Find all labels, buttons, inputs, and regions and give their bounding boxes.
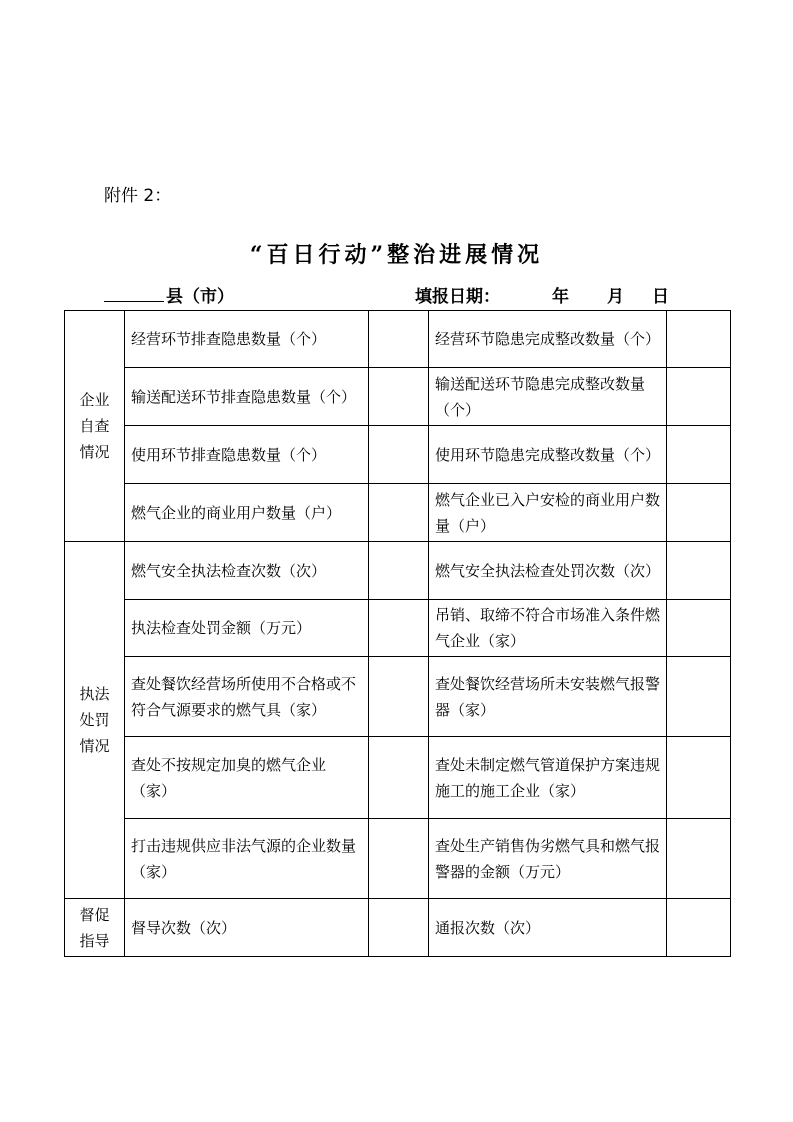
value-cell-left[interactable] <box>369 311 429 368</box>
item-label-left: 使用环节排查隐患数量（个） <box>125 426 369 484</box>
item-label-left: 输送配送环节排查隐患数量（个） <box>125 368 369 426</box>
progress-table <box>64 310 731 957</box>
table-row <box>65 426 731 484</box>
item-label-left: 燃气企业的商业用户数量（户） <box>125 484 369 542</box>
value-cell-right[interactable] <box>667 484 731 542</box>
value-cell-left[interactable] <box>369 600 429 657</box>
item-label-right: 经营环节隐患完成整改数量（个） <box>429 311 667 368</box>
table-row <box>65 737 731 819</box>
item-label-left: 查处餐饮经营场所使用不合格或不符合气源要求的燃气具（家） <box>125 657 369 737</box>
value-cell-left[interactable] <box>369 542 429 600</box>
value-cell-right[interactable] <box>667 311 731 368</box>
item-label-left: 打击违规供应非法气源的企业数量（家） <box>125 819 369 899</box>
item-label-right: 燃气企业已入户安检的商业用户数量（户） <box>429 484 667 542</box>
value-cell-left[interactable] <box>369 899 429 957</box>
value-cell-left[interactable] <box>369 819 429 899</box>
item-label-right: 查处餐饮经营场所未安装燃气报警器（家） <box>429 657 667 737</box>
table-row <box>65 600 731 657</box>
table-row <box>65 657 731 737</box>
item-label-right: 通报次数（次） <box>429 899 667 957</box>
item-label-right: 燃气安全执法检查处罚次数（次） <box>429 542 667 600</box>
item-label-right: 查处生产销售伪劣燃气具和燃气报警器的金额（万元） <box>429 819 667 899</box>
value-cell-right[interactable] <box>667 737 731 819</box>
year-label: 年 <box>552 287 569 307</box>
item-label-right: 吊销、取缔不符合市场准入条件燃气企业（家） <box>429 600 667 657</box>
value-cell-left[interactable] <box>369 426 429 484</box>
value-cell-left[interactable] <box>369 737 429 819</box>
table-row <box>65 311 731 368</box>
month-label: 月 <box>607 287 624 307</box>
county-label: 县（市） <box>166 287 234 307</box>
value-cell-left[interactable] <box>369 368 429 426</box>
attachment-label: 附件 2： <box>104 186 172 206</box>
value-cell-right[interactable] <box>667 600 731 657</box>
day-label: 日 <box>652 287 669 307</box>
table-row <box>65 899 731 957</box>
value-cell-right[interactable] <box>667 657 731 737</box>
value-cell-right[interactable] <box>667 899 731 957</box>
category-cell: 执法 处罚 情况 <box>65 542 125 899</box>
item-label-right: 查处未制定燃气管道保护方案违规施工的施工企业（家） <box>429 737 667 819</box>
item-label-left: 查处不按规定加臭的燃气企业（家） <box>125 737 369 819</box>
table-row <box>65 819 731 899</box>
fill-date-label: 填报日期： <box>415 287 500 307</box>
item-label-left: 执法检查处罚金额（万元） <box>125 600 369 657</box>
category-cell: 企业 自查 情况 <box>65 311 125 542</box>
item-label-right: 使用环节隐患完成整改数量（个） <box>429 426 667 484</box>
value-cell-left[interactable] <box>369 657 429 737</box>
item-label-left: 燃气安全执法检查次数（次） <box>125 542 369 600</box>
header-line <box>0 282 793 308</box>
item-label-left: 督导次数（次） <box>125 899 369 957</box>
value-cell-right[interactable] <box>667 542 731 600</box>
table-row <box>65 368 731 426</box>
item-label-right: 输送配送环节隐患完成整改数量（个） <box>429 368 667 426</box>
value-cell-left[interactable] <box>369 484 429 542</box>
category-cell: 督促 指导 <box>65 899 125 957</box>
value-cell-right[interactable] <box>667 426 731 484</box>
value-cell-right[interactable] <box>667 819 731 899</box>
page-title: “百日行动”整治进展情况 <box>249 242 544 268</box>
county-blank-line <box>104 301 164 302</box>
value-cell-right[interactable] <box>667 368 731 426</box>
table-row <box>65 484 731 542</box>
item-label-left: 经营环节排查隐患数量（个） <box>125 311 369 368</box>
table-row <box>65 542 731 600</box>
